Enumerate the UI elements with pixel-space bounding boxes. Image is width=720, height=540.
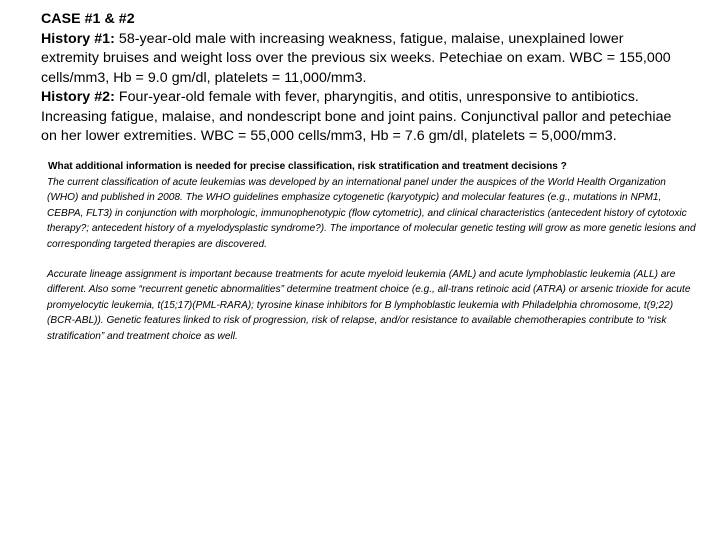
history-2	[41, 88, 681, 147]
history-1	[41, 30, 681, 89]
classification-paragraph: The current classification of acute leukemias was developed by an international panel under the auspices of the World Health Organization (WHO) and published in 2008. The WHO guidelines emphasize cytogenetic (karyotypic) and molecular features (e.g., mutations in NPM1, CEBPA, FLT3) in conjunction with morphologic, immunophenotypic (flow cytometric), and clinical characteristics (antecedent history of cytotoxic therapy?; antecedent history of a myelodysplastic syndrome?). The importance of molecular genetic testing will grow as more genetic lesions and corresponding targeted therapies are discovered.	[47, 176, 696, 250]
case-histories	[41, 10, 681, 147]
case-title: CASE #1 & #2	[41, 11, 135, 27]
lineage-paragraph: Accurate lineage assignment is important because treatments for acute myeloid leukemia (AML) and acute lymphoblastic leukemia (ALL) are different. Also some “recurrent genetic abnormalities” determine treatment choice (e.g., all-trans retinoic acid (ATRA) or arsenic trioxide for acute promyelocytic leukemia, t(15;17)(PML-RARA); tyrosine kinase inhibitors for B lymphoblastic leukemia with Philadelphia chromosome, t(9;22)(BCR-ABL)). Genetic features linked to risk of progression, risk of relapse, and/or resistance to available chemotherapies contribute to “risk stratification” and treatment choice as well.	[47, 268, 691, 342]
history-2-text: Four-year-old female with fever, pharyngitis, and otitis, unresponsive to antibiotics. Increasing fatigue, malaise, and nondescript bone and joint pains. Conjunctival pallor and petechiae on her lower extremities. WBC = 55,000 cells/mm3, Hb = 7.6 gm/dl, platelets = 5,000/mm3.	[41, 89, 672, 144]
paragraph-spacer	[47, 253, 697, 267]
history-1-label: History #1:	[41, 30, 115, 47]
additional-information	[47, 159, 697, 345]
info-heading: What additional information is needed for precise classification, risk stratification and treatment decisions ?	[48, 161, 567, 172]
history-1-text: 58-year-old male with increasing weakness, fatigue, malaise, unexplained lower extremity bruises and weight loss over the previous six weeks. Petechiae on exam. WBC = 155,000 cells/mm3, Hb = 9.0 gm/dl, platelets = 11,000/mm3.	[41, 30, 671, 86]
history-2-label: History #2:	[41, 89, 115, 105]
